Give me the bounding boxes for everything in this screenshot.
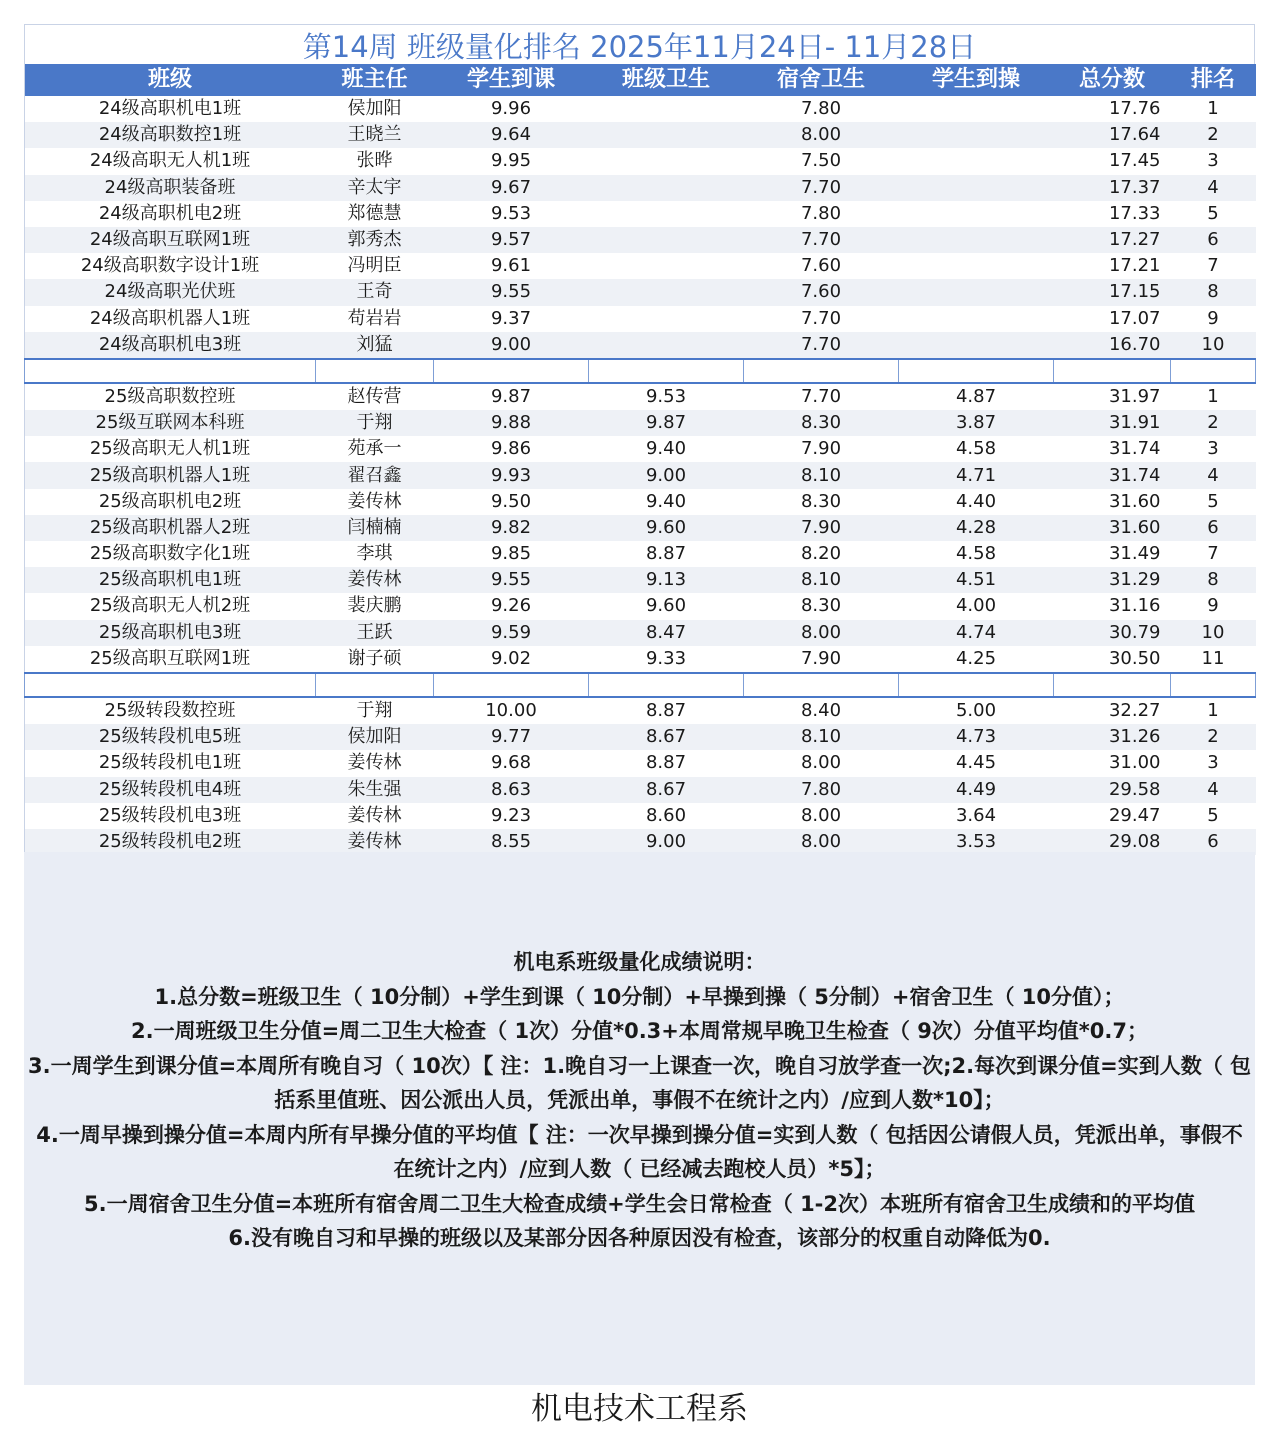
cell-rank: 2 [1171,724,1256,750]
cell-dorm-hygiene: 8.30 [744,410,899,436]
cell-class-hygiene: 9.40 [589,489,744,515]
cell-exercise: 4.58 [899,436,1054,462]
separator-cell [316,359,434,383]
cell-class: 25级高职机器人2班 [25,515,316,541]
cell-class-hygiene [589,253,744,279]
cell-total: 29.08 [1054,829,1171,855]
cell-dorm-hygiene: 7.80 [744,201,899,227]
cell-rank: 8 [1171,279,1256,305]
cell-rank: 5 [1171,489,1256,515]
cell-class-hygiene: 9.60 [589,593,744,619]
cell-teacher: 王奇 [316,279,434,305]
cell-attendance: 9.02 [434,646,589,673]
separator-cell [744,673,899,697]
cell-dorm-hygiene: 8.40 [744,697,899,724]
separator-cell [434,359,589,383]
cell-total: 17.07 [1054,306,1171,332]
cell-class: 25级高职机电3班 [25,620,316,646]
department-footer: 机电技术工程系 [24,1385,1255,1427]
table-row [25,175,1256,201]
table-row [25,227,1256,253]
cell-rank: 1 [1171,697,1256,724]
cell-exercise: 4.49 [899,777,1054,803]
cell-dorm-hygiene: 7.80 [744,96,899,122]
table-row [25,620,1256,646]
cell-total: 31.60 [1054,515,1171,541]
separator-cell [1171,673,1256,697]
cell-class: 25级高职互联网1班 [25,646,316,673]
table-row [25,122,1256,148]
separator-cell [589,673,744,697]
cell-exercise: 5.00 [899,697,1054,724]
cell-class-hygiene: 8.67 [589,777,744,803]
cell-teacher: 郭秀杰 [316,227,434,253]
cell-teacher: 于翔 [316,697,434,724]
cell-class-hygiene: 9.60 [589,515,744,541]
cell-total: 17.37 [1054,175,1171,201]
separator-cell [899,673,1054,697]
cell-teacher: 刘猛 [316,332,434,359]
cell-total: 31.74 [1054,436,1171,462]
cell-rank: 1 [1171,96,1256,122]
cell-total: 17.76 [1054,96,1171,122]
table-row [25,253,1256,279]
cell-teacher: 辛太宇 [316,175,434,201]
group-separator [25,359,1256,383]
cell-class: 25级高职无人机2班 [25,593,316,619]
cell-total: 31.00 [1054,750,1171,776]
notes-heading: 机电系班级量化成绩说明： [513,950,766,974]
cell-class: 24级高职互联网1班 [25,227,316,253]
cell-class-hygiene: 8.47 [589,620,744,646]
cell-total: 31.60 [1054,489,1171,515]
cell-rank: 6 [1171,515,1256,541]
cell-dorm-hygiene: 8.30 [744,489,899,515]
cell-dorm-hygiene: 8.00 [744,620,899,646]
cell-teacher: 姜传林 [316,567,434,593]
cell-teacher: 王跃 [316,620,434,646]
cell-exercise: 4.74 [899,620,1054,646]
table-row [25,410,1256,436]
cell-rank: 8 [1171,567,1256,593]
cell-teacher: 朱生强 [316,777,434,803]
cell-attendance: 9.68 [434,750,589,776]
cell-class: 25级转段机电3班 [25,803,316,829]
cell-class-hygiene [589,96,744,122]
cell-total: 31.74 [1054,462,1171,488]
cell-exercise: 4.00 [899,593,1054,619]
cell-rank: 3 [1171,148,1256,174]
cell-rank: 9 [1171,306,1256,332]
cell-class-hygiene: 8.87 [589,541,744,567]
cell-exercise: 4.45 [899,750,1054,776]
cell-attendance: 10.00 [434,697,589,724]
cell-teacher: 侯加阳 [316,724,434,750]
cell-teacher: 姜传林 [316,750,434,776]
cell-teacher: 谢子硕 [316,646,434,673]
separator-cell [25,673,316,697]
cell-class-hygiene [589,201,744,227]
cell-teacher: 冯明臣 [316,253,434,279]
note-item: 4.一周早操到操分值=本周内所有早操分值的平均值【 注：一次早操到操分值=实到人数（ 包括因公请假人员，凭派出单，事假不在统计之内）/应到人数（ 已经减去跑校人员）*5】； [36,1122,1243,1181]
cell-dorm-hygiene: 8.00 [744,750,899,776]
table-header-row [25,64,1256,96]
table-row [25,306,1256,332]
cell-total: 31.29 [1054,567,1171,593]
cell-dorm-hygiene: 8.00 [744,122,899,148]
cell-class-hygiene [589,122,744,148]
note-item: 3.一周学生到课分值=本周所有晚自习（ 10次）【 注：1.晚自习一上课查一次，晚自习放学查一次;2.每次到课分值=实到人数（ 包括系里值班、因公派出人员，凭派出单，事假不在统计之内）/应到人数*10】； [28,1053,1252,1112]
cell-teacher: 于翔 [316,410,434,436]
table-row [25,593,1256,619]
cell-class: 25级互联网本科班 [25,410,316,436]
table-row [25,697,1256,724]
cell-rank: 6 [1171,227,1256,253]
note-item: 2.一周班级卫生分值=周二卫生大检查（ 1次）分值*0.3+本周常规早晚卫生检查（ 9次）分值平均值*0.7； [131,1019,1148,1043]
table-row [25,489,1256,515]
cell-teacher: 赵传营 [316,383,434,410]
cell-class: 25级转段机电5班 [25,724,316,750]
cell-attendance: 8.55 [434,829,589,855]
cell-rank: 2 [1171,410,1256,436]
cell-total: 17.27 [1054,227,1171,253]
cell-class-hygiene: 9.33 [589,646,744,673]
cell-dorm-hygiene: 8.00 [744,803,899,829]
cell-attendance: 9.55 [434,567,589,593]
table-row [25,777,1256,803]
cell-attendance: 9.87 [434,383,589,410]
cell-attendance: 9.67 [434,175,589,201]
cell-class-hygiene [589,175,744,201]
cell-class-hygiene: 9.87 [589,410,744,436]
cell-exercise [899,253,1054,279]
cell-attendance: 9.82 [434,515,589,541]
cell-teacher: 郑德慧 [316,201,434,227]
cell-teacher: 闫楠楠 [316,515,434,541]
separator-cell [25,359,316,383]
cell-rank: 7 [1171,541,1256,567]
cell-class: 25级转段机电4班 [25,777,316,803]
header-total: 总分数 [1054,64,1171,96]
cell-dorm-hygiene: 8.30 [744,593,899,619]
cell-attendance: 9.96 [434,96,589,122]
cell-dorm-hygiene: 7.70 [744,383,899,410]
cell-dorm-hygiene: 7.60 [744,279,899,305]
cell-class: 25级高职机电1班 [25,567,316,593]
cell-attendance: 9.55 [434,279,589,305]
cell-class-hygiene: 9.53 [589,383,744,410]
cell-exercise: 4.58 [899,541,1054,567]
ranking-table [24,64,1256,855]
cell-rank: 3 [1171,750,1256,776]
cell-dorm-hygiene: 7.90 [744,515,899,541]
cell-teacher: 姜传林 [316,803,434,829]
cell-total: 17.45 [1054,148,1171,174]
cell-class: 25级转段机电1班 [25,750,316,776]
cell-class-hygiene: 9.00 [589,462,744,488]
cell-rank: 5 [1171,201,1256,227]
cell-total: 17.15 [1054,279,1171,305]
cell-class: 25级高职数字化1班 [25,541,316,567]
cell-exercise [899,332,1054,359]
cell-attendance: 9.64 [434,122,589,148]
cell-class: 24级高职机器人1班 [25,306,316,332]
cell-attendance: 9.85 [434,541,589,567]
cell-total: 16.70 [1054,332,1171,359]
cell-class-hygiene: 9.40 [589,436,744,462]
separator-cell [1054,673,1171,697]
cell-dorm-hygiene: 7.80 [744,777,899,803]
cell-class-hygiene [589,148,744,174]
table-row [25,383,1256,410]
cell-attendance: 9.93 [434,462,589,488]
cell-rank: 3 [1171,436,1256,462]
cell-total: 30.79 [1054,620,1171,646]
note-item: 5.一周宿舍卫生分值=本班所有宿舍周二卫生大检查成绩+学生会日常检查（ 1-2次）本班所有宿舍卫生成绩和的平均值 [83,1191,1196,1216]
cell-rank: 6 [1171,829,1256,855]
cell-total: 31.97 [1054,383,1171,410]
cell-attendance: 9.53 [434,201,589,227]
cell-teacher: 侯加阳 [316,96,434,122]
cell-class-hygiene: 8.60 [589,803,744,829]
separator-cell [434,673,589,697]
cell-total: 31.49 [1054,541,1171,567]
cell-total: 31.26 [1054,724,1171,750]
cell-attendance: 9.00 [434,332,589,359]
cell-attendance: 9.61 [434,253,589,279]
header-dorm-hygiene: 宿舍卫生 [744,64,899,96]
cell-attendance: 9.57 [434,227,589,253]
cell-class: 24级高职装备班 [25,175,316,201]
cell-dorm-hygiene: 8.10 [744,567,899,593]
cell-attendance: 9.50 [434,489,589,515]
cell-teacher: 王晓兰 [316,122,434,148]
separator-cell [589,359,744,383]
cell-rank: 10 [1171,620,1256,646]
cell-teacher: 姜传林 [316,489,434,515]
cell-exercise [899,96,1054,122]
cell-class: 25级转段机电2班 [25,829,316,855]
table-row [25,96,1256,122]
cell-exercise: 4.73 [899,724,1054,750]
cell-attendance: 9.26 [434,593,589,619]
cell-class-hygiene: 8.87 [589,697,744,724]
cell-total: 31.91 [1054,410,1171,436]
cell-dorm-hygiene: 8.20 [744,541,899,567]
cell-exercise: 4.40 [899,489,1054,515]
group-separator [25,673,1256,697]
separator-cell [744,359,899,383]
cell-attendance: 9.95 [434,148,589,174]
table-row [25,462,1256,488]
cell-dorm-hygiene: 7.60 [744,253,899,279]
cell-class-hygiene: 9.00 [589,829,744,855]
note-item: 1.总分数=班级卫生（ 10分制）+学生到课（ 10分制）+早操到操（ 5分制）+宿舍卫生（ 10分值）； [154,984,1125,1009]
cell-rank: 7 [1171,253,1256,279]
cell-total: 17.64 [1054,122,1171,148]
cell-teacher: 苑承一 [316,436,434,462]
cell-dorm-hygiene: 7.70 [744,306,899,332]
cell-exercise [899,122,1054,148]
cell-rank: 4 [1171,777,1256,803]
table-row [25,541,1256,567]
cell-exercise [899,279,1054,305]
header-rank: 排名 [1171,64,1256,96]
header-teacher: 班主任 [316,64,434,96]
cell-attendance: 9.88 [434,410,589,436]
table-row [25,803,1256,829]
table-row [25,436,1256,462]
cell-dorm-hygiene: 8.10 [744,724,899,750]
cell-total: 17.21 [1054,253,1171,279]
cell-exercise: 4.71 [899,462,1054,488]
cell-class: 24级高职机电3班 [25,332,316,359]
cell-teacher: 李琪 [316,541,434,567]
table-row [25,567,1256,593]
cell-dorm-hygiene: 7.70 [744,175,899,201]
cell-total: 32.27 [1054,697,1171,724]
separator-cell [1054,359,1171,383]
cell-exercise: 4.87 [899,383,1054,410]
cell-rank: 4 [1171,175,1256,201]
cell-dorm-hygiene: 7.70 [744,227,899,253]
cell-rank: 11 [1171,646,1256,673]
cell-attendance: 9.59 [434,620,589,646]
scoring-notes [24,945,1255,1256]
cell-attendance: 9.86 [434,436,589,462]
cell-class: 24级高职光伏班 [25,279,316,305]
cell-attendance: 9.37 [434,306,589,332]
table-row [25,750,1256,776]
table-row [25,201,1256,227]
cell-rank: 5 [1171,803,1256,829]
table-row [25,332,1256,359]
cell-rank: 9 [1171,593,1256,619]
cell-dorm-hygiene: 7.70 [744,332,899,359]
cell-teacher: 张晔 [316,148,434,174]
cell-exercise [899,175,1054,201]
cell-class-hygiene: 8.67 [589,724,744,750]
cell-class-hygiene [589,332,744,359]
cell-rank: 4 [1171,462,1256,488]
header-exercise: 学生到操 [899,64,1054,96]
separator-cell [316,673,434,697]
cell-total: 31.16 [1054,593,1171,619]
cell-attendance: 9.77 [434,724,589,750]
cell-class: 24级高职数控1班 [25,122,316,148]
cell-exercise: 3.64 [899,803,1054,829]
cell-exercise: 3.87 [899,410,1054,436]
cell-dorm-hygiene: 7.90 [744,436,899,462]
cell-dorm-hygiene: 7.50 [744,148,899,174]
cell-class-hygiene [589,279,744,305]
cell-class-hygiene [589,306,744,332]
cell-class: 24级高职机电1班 [25,96,316,122]
cell-teacher: 姜传林 [316,829,434,855]
header-attendance: 学生到课 [434,64,589,96]
cell-exercise: 4.51 [899,567,1054,593]
cell-total: 29.47 [1054,803,1171,829]
cell-class: 25级高职机电2班 [25,489,316,515]
cell-class: 24级高职机电2班 [25,201,316,227]
page-title: 第14周 班级量化排名 2025年11月24日- 11月28日 [302,30,977,64]
cell-exercise: 3.53 [899,829,1054,855]
cell-class: 24级高职数字设计1班 [25,253,316,279]
table-row [25,279,1256,305]
cell-attendance: 9.23 [434,803,589,829]
cell-exercise [899,306,1054,332]
cell-dorm-hygiene: 8.10 [744,462,899,488]
cell-exercise [899,148,1054,174]
cell-class: 25级高职数控班 [25,383,316,410]
cell-dorm-hygiene: 8.00 [744,829,899,855]
header-class-hygiene: 班级卫生 [589,64,744,96]
cell-total: 30.50 [1054,646,1171,673]
cell-teacher: 苟岩岩 [316,306,434,332]
cell-class: 24级高职无人机1班 [25,148,316,174]
note-item: 6.没有晚自习和早操的班级以及某部分因各种原因没有检查，该部分的权重自动降低为0. [228,1226,1051,1250]
cell-class-hygiene: 9.13 [589,567,744,593]
cell-exercise [899,201,1054,227]
cell-dorm-hygiene: 7.90 [744,646,899,673]
cell-total: 29.58 [1054,777,1171,803]
cell-class: 25级高职无人机1班 [25,436,316,462]
cell-rank: 2 [1171,122,1256,148]
separator-cell [1171,359,1256,383]
cell-attendance: 8.63 [434,777,589,803]
cell-class-hygiene [589,227,744,253]
table-row [25,646,1256,673]
cell-rank: 10 [1171,332,1256,359]
table-row [25,515,1256,541]
cell-total: 17.33 [1054,201,1171,227]
cell-teacher: 翟召鑫 [316,462,434,488]
cell-rank: 1 [1171,383,1256,410]
table-body [25,96,1256,855]
cell-class-hygiene: 8.87 [589,750,744,776]
cell-exercise [899,227,1054,253]
header-class: 班级 [25,64,316,96]
table-row [25,724,1256,750]
cell-exercise: 4.28 [899,515,1054,541]
table-row [25,148,1256,174]
cell-class: 25级转段数控班 [25,697,316,724]
cell-class: 25级高职机器人1班 [25,462,316,488]
cell-teacher: 裴庆鹏 [316,593,434,619]
cell-exercise: 4.25 [899,646,1054,673]
separator-cell [899,359,1054,383]
